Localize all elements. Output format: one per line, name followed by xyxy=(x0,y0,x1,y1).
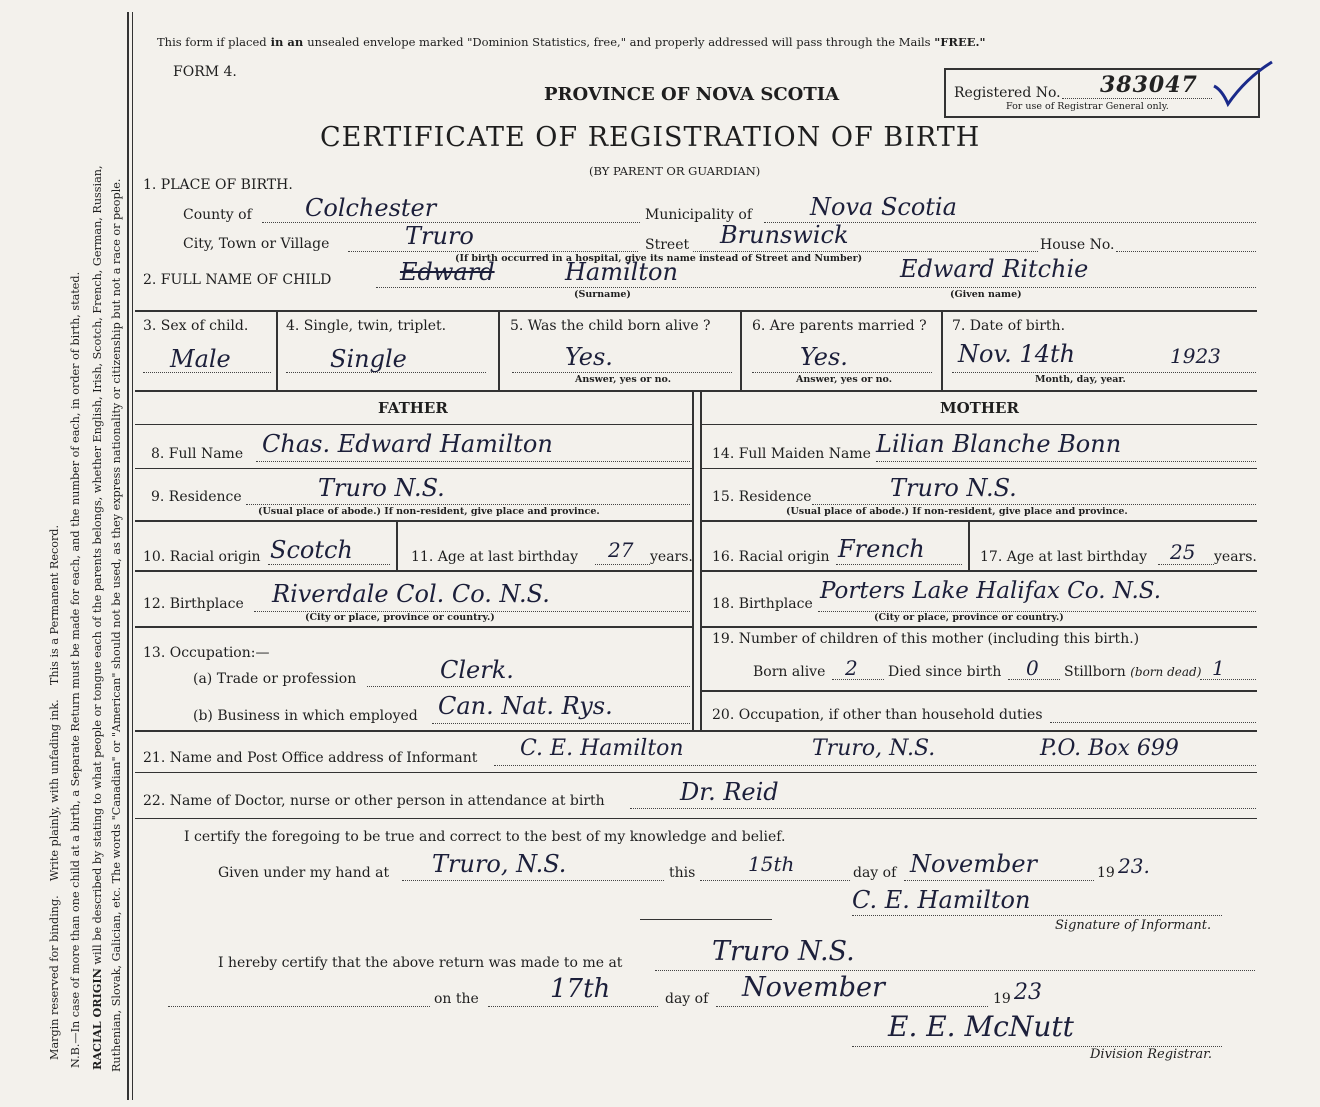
plurality-label: 4. Single, twin, triplet. xyxy=(286,318,447,334)
place-heading: 1. PLACE OF BIRTH. xyxy=(143,177,293,193)
given-place-line xyxy=(402,880,664,881)
margin-border-line-inner xyxy=(132,12,133,1100)
alive-line xyxy=(512,372,732,373)
rule-mother-children xyxy=(700,690,1257,692)
given-caption: (Given name) xyxy=(950,289,1022,300)
registrar-lead-line xyxy=(168,1006,430,1007)
informant-address-value: Truro, N.S. xyxy=(812,736,936,761)
rule-mother-name xyxy=(700,468,1257,469)
rule-father-head xyxy=(135,424,692,425)
form-number: FORM 4. xyxy=(173,64,237,80)
father-name-label: 8. Full Name xyxy=(151,446,244,462)
children-count-label: 19. Number of children of this mother (including this birth.) xyxy=(712,631,1140,647)
stillborn-note: (born dead) xyxy=(1130,665,1202,679)
mail-notice xyxy=(157,35,985,49)
trade-line xyxy=(367,686,690,687)
county-value: Colchester xyxy=(305,194,437,222)
rule-short-divider xyxy=(640,919,772,920)
mother-residence-caption: (Usual place of abode.) If non-resident, give place and province. xyxy=(786,506,1128,517)
registrar-month-value: November xyxy=(742,972,885,1003)
father-age-value: 27 xyxy=(608,538,634,562)
municipality-label: Municipality of xyxy=(645,207,753,223)
rule-top-grid xyxy=(135,310,1257,312)
mother-heading: MOTHER xyxy=(940,399,1019,417)
mother-occupation-label: 20. Occupation, if other than household duties xyxy=(712,707,1043,723)
certificate-subtitle: (BY PARENT OR GUARDIAN) xyxy=(589,164,761,178)
father-age-label: 11. Age at last birthday xyxy=(411,549,579,565)
sex-label: 3. Sex of child. xyxy=(143,318,249,334)
alive-caption: Answer, yes or no. xyxy=(575,374,672,385)
rule-v-married xyxy=(941,310,943,390)
rule-v-sex xyxy=(276,310,278,390)
father-birthplace-label: 12. Birthplace xyxy=(143,596,244,612)
child-surname-value: Hamilton xyxy=(565,258,678,286)
registrar-month-line xyxy=(716,1006,988,1007)
margin-note-multiple-births: N.B.—In case of more than one child at a birth, a Separate Return must be made for each, and the number of each, in order of birth, stated. xyxy=(69,271,82,1068)
racial-origin-text: will be described by stating to what people or tongue each of the parents belongs, whether English, Irish, Scotch, French, German, Russian, xyxy=(91,165,104,969)
informant-name-value: C. E. Hamilton xyxy=(520,736,684,761)
registrar-day-value: 17th xyxy=(550,974,611,1004)
stillborn-line xyxy=(1200,679,1256,680)
business-label: (b) Business in which employed xyxy=(193,708,418,724)
street-value: Brunswick xyxy=(720,221,849,249)
informant-line xyxy=(494,765,1256,766)
margin-binding-text: Margin reserved for binding. xyxy=(48,895,61,1060)
father-residence-line xyxy=(246,504,690,505)
margin-ink-text: Write plainly, with unfading ink. xyxy=(48,699,61,882)
rule-parents-top xyxy=(135,390,1257,392)
certify-day-value: 15th xyxy=(748,852,795,876)
married-value: Yes. xyxy=(800,343,848,371)
business-value: Can. Nat. Rys. xyxy=(438,692,613,720)
father-name-value: Chas. Edward Hamilton xyxy=(262,430,553,458)
mother-residence-label: 15. Residence xyxy=(712,489,812,505)
surname-caption: (Surname) xyxy=(574,289,631,300)
certify-month-value: November xyxy=(910,850,1038,878)
father-name-line xyxy=(256,461,690,462)
registered-number: 383047 xyxy=(1100,72,1198,98)
rule-father-racial xyxy=(135,570,692,572)
father-age-unit: years. xyxy=(650,549,693,565)
rule-v-father-racial xyxy=(396,520,398,570)
hospital-note: (If birth occurred in a hospital, give its name instead of Street and Number) xyxy=(455,253,863,264)
stillborn-text: Stillborn xyxy=(1064,664,1126,680)
mother-age-value: 25 xyxy=(1170,540,1196,564)
rule-parents-bottom xyxy=(135,730,1257,732)
rule-v-mother-racial xyxy=(968,520,970,570)
stillborn-label xyxy=(1064,664,1201,680)
dob-label: 7. Date of birth. xyxy=(952,318,1066,334)
mother-birthplace-label: 18. Birthplace xyxy=(712,596,813,612)
father-birthplace-caption: (City or place, province or country.) xyxy=(305,612,495,623)
child-name-label: 2. FULL NAME OF CHILD xyxy=(143,272,332,288)
county-label: County of xyxy=(183,207,252,223)
child-given-value: Edward Ritchie xyxy=(900,255,1089,283)
informant-signature-line xyxy=(852,915,1222,916)
rule-parents-divider-b xyxy=(700,390,702,730)
born-alive-value: 2 xyxy=(845,656,858,680)
rule-mother-racial xyxy=(700,570,1257,572)
rule-v-plurality xyxy=(498,310,500,390)
racial-origin-bold: RACIAL ORIGIN xyxy=(90,968,104,1070)
sex-value: Male xyxy=(170,345,231,373)
margin-permanent-text: This is a Permanent Record. xyxy=(48,524,61,686)
certify-year-value: 23. xyxy=(1118,854,1150,878)
mother-name-line xyxy=(876,461,1256,462)
father-residence-value: Truro N.S. xyxy=(318,474,445,502)
mother-name-label: 14. Full Maiden Name xyxy=(712,446,871,462)
informant-signature: C. E. Hamilton xyxy=(852,886,1031,914)
registrar-place-line xyxy=(655,970,1255,971)
father-heading: FATHER xyxy=(378,399,448,417)
born-alive-line xyxy=(832,679,884,680)
margin-note-racial-origin xyxy=(90,165,104,1070)
died-value: 0 xyxy=(1026,656,1039,680)
stillborn-value: 1 xyxy=(1212,656,1225,680)
mother-age-unit: years. xyxy=(1214,549,1257,565)
born-alive-label: Born alive xyxy=(753,664,826,680)
certify-year-prefix: 19 xyxy=(1097,865,1115,881)
margin-note-binding xyxy=(48,525,61,1060)
rule-mother-residence xyxy=(700,520,1257,522)
house-label: House No. xyxy=(1040,237,1115,253)
occupation-label: 13. Occupation:— xyxy=(143,645,270,661)
plurality-value: Single xyxy=(330,345,407,373)
dob-caption: Month, day, year. xyxy=(1035,374,1126,385)
died-label: Died since birth xyxy=(888,664,1002,680)
registered-line xyxy=(1062,98,1212,99)
municipality-value: Nova Scotia xyxy=(810,193,957,221)
father-age-line xyxy=(595,564,650,565)
married-caption: Answer, yes or no. xyxy=(796,374,893,385)
given-place-value: Truro, N.S. xyxy=(432,850,567,878)
rule-informant xyxy=(135,772,1257,773)
rule-father-birthplace xyxy=(135,626,692,628)
married-label: 6. Are parents married ? xyxy=(752,318,927,334)
certify-day-label: day of xyxy=(853,865,897,881)
mother-birthplace-caption: (City or place, province or country.) xyxy=(874,612,1064,623)
doctor-line xyxy=(630,808,1256,809)
registered-label: Registered No. xyxy=(954,85,1061,101)
mother-birthplace-value: Porters Lake Halifax Co. N.S. xyxy=(820,578,1162,604)
child-name-line xyxy=(376,287,1256,288)
rule-mother-head xyxy=(700,424,1257,425)
business-line xyxy=(432,723,690,724)
margin-border-line xyxy=(127,12,129,1100)
mother-racial-label: 16. Racial origin xyxy=(712,549,830,565)
mail-notice-c: unsealed envelope marked "Dominion Statistics, free," and properly addressed will pass through the Mails xyxy=(307,35,935,49)
city-label: City, Town or Village xyxy=(183,236,330,252)
mother-residence-line xyxy=(812,504,1256,505)
check-mark-icon xyxy=(1212,60,1274,110)
father-racial-value: Scotch xyxy=(270,536,353,564)
mother-racial-value: French xyxy=(838,535,925,563)
mail-notice-b: in an xyxy=(266,35,308,49)
registrar-on-label: on the xyxy=(434,991,479,1007)
registrar-day-label: day of xyxy=(665,991,709,1007)
month-line xyxy=(904,880,1094,881)
alive-label: 5. Was the child born alive ? xyxy=(510,318,711,334)
mail-notice-a: This form if placed xyxy=(157,35,267,49)
registrar-day-line xyxy=(488,1006,658,1007)
certificate-title: CERTIFICATE OF REGISTRATION OF BIRTH xyxy=(320,122,981,153)
certify-statement: I certify the foregoing to be true and correct to the best of my knowledge and belief. xyxy=(184,829,786,845)
registrar-statement: I hereby certify that the above return was made to me at xyxy=(218,955,623,971)
doctor-value: Dr. Reid xyxy=(680,778,779,806)
father-residence-caption: (Usual place of abode.) If non-resident, give place and province. xyxy=(258,506,600,517)
informant-label: 21. Name and Post Office address of Informant xyxy=(143,750,478,766)
alive-value: Yes. xyxy=(565,343,613,371)
mother-name-value: Lilian Blanche Bonn xyxy=(876,430,1122,458)
mail-notice-free: "FREE." xyxy=(934,35,986,49)
dob-year: 1923 xyxy=(1170,344,1221,368)
registrar-note: For use of Registrar General only. xyxy=(1006,101,1169,112)
city-value: Truro xyxy=(405,222,474,250)
registrar-signature: E. E. McNutt xyxy=(888,1010,1074,1043)
day-line xyxy=(700,880,850,881)
informant-signature-caption: Signature of Informant. xyxy=(1055,918,1212,933)
mother-occupation-line xyxy=(1050,722,1256,723)
trade-value: Clerk. xyxy=(440,656,514,684)
mother-racial-line xyxy=(836,564,962,565)
margin-note-nationality: Ruthenian, Slovak, Galician, etc. The words "Canadian" or "American" should not be used, as they express nationality or citizenship but not a race or people. xyxy=(110,178,123,1072)
child-name-struck: Edward xyxy=(400,258,495,286)
trade-label: (a) Trade or profession xyxy=(193,671,357,687)
province-title: PROVINCE OF NOVA SCOTIA xyxy=(544,84,840,105)
mother-age-label: 17. Age at last birthday xyxy=(980,549,1148,565)
registrar-year-value: 23 xyxy=(1014,980,1042,1005)
registrar-year-prefix: 19 xyxy=(993,991,1011,1007)
city-line xyxy=(348,251,638,252)
doctor-label: 22. Name of Doctor, nurse or other person in attendance at birth xyxy=(143,793,605,809)
mother-residence-value: Truro N.S. xyxy=(890,474,1017,502)
father-birthplace-value: Riverdale Col. Co. N.S. xyxy=(272,580,550,608)
father-racial-label: 10. Racial origin xyxy=(143,549,261,565)
rule-father-residence xyxy=(135,520,692,522)
rule-v-alive xyxy=(740,310,742,390)
married-line xyxy=(752,372,932,373)
mother-age-line xyxy=(1158,564,1214,565)
dob-value: Nov. 14th xyxy=(958,340,1076,368)
given-under-label: Given under my hand at xyxy=(218,865,390,881)
dob-line xyxy=(952,372,1256,373)
rule-father-name xyxy=(135,468,692,469)
street-line xyxy=(693,251,1038,252)
street-label: Street xyxy=(645,237,690,253)
registrar-place-value: Truro N.S. xyxy=(712,936,855,967)
father-residence-label: 9. Residence xyxy=(151,489,242,505)
rule-mother-birthplace xyxy=(700,626,1257,628)
house-line xyxy=(1116,251,1256,252)
rule-certify-top xyxy=(135,818,1257,819)
informant-box-value: P.O. Box 699 xyxy=(1040,736,1179,761)
this-label: this xyxy=(669,865,696,881)
father-racial-line xyxy=(268,564,390,565)
registrar-caption: Division Registrar. xyxy=(1090,1047,1212,1062)
